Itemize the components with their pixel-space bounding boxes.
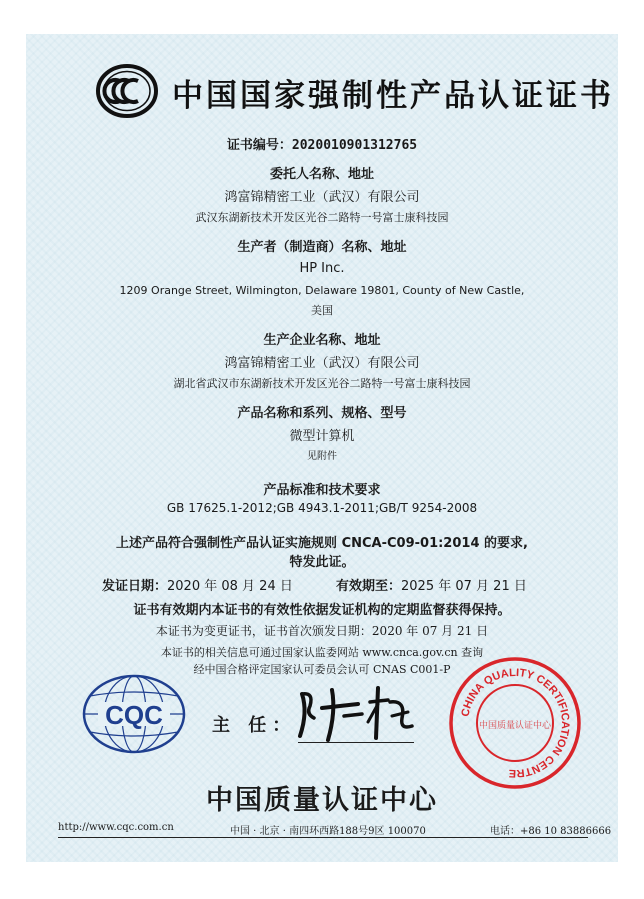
statement-line1: 上述产品符合强制性产品认证实施规则 CNCA-C09-01:2014 的要求, — [116, 536, 528, 551]
info-line2: 经中国合格评定国家认可委员会认可 CNAS C001-P — [193, 663, 451, 676]
change-note: 本证书为变更证书，证书首次颁发日期：2020 年 07 月 21 日 — [155, 624, 489, 638]
statement-line2: 特发此证。 — [289, 555, 355, 570]
director-label: 主 任： — [212, 715, 297, 736]
footer-phone: 电话：+86 10 83886666 — [490, 826, 612, 837]
ccc-mark-icon — [96, 64, 158, 118]
factory-name: 鸿富锦精密工业（武汉）有限公司 — [224, 356, 420, 371]
cqc-logo-text: CQC — [105, 700, 163, 730]
applicant-heading: 委托人名称、地址 — [269, 167, 374, 182]
certificate-title: 中国国家强制性产品认证证书 — [172, 78, 614, 114]
organization-name: 中国质量认证中心 — [206, 785, 438, 816]
product-heading: 产品名称和系列、规格、型号 — [237, 406, 407, 421]
validity-note: 证书有效期内本证书的有效性依据发证机构的定期监督获得保持。 — [133, 603, 511, 618]
director-signature — [292, 682, 422, 744]
manufacturer-address-line2: 美国 — [311, 304, 333, 317]
info-line1: 本证书的相关信息可通过国家认监委网站 www.cnca.gov.cn 查询 — [160, 646, 484, 659]
manufacturer-address-line1: 1209 Orange Street, Wilmington, Delaware 19801, County of New Castle, — [119, 284, 525, 297]
footer-address: 中国 · 北京 · 南四环西路188号9区 100070 — [230, 826, 426, 837]
applicant-address: 武汉东湖新技术开发区光谷二路特一号富士康科技园 — [195, 211, 449, 224]
factory-heading: 生产企业名称、地址 — [263, 333, 381, 348]
footer-divider — [58, 837, 588, 838]
valid-until: 有效期至：2025 年 07 月 21 日 — [336, 579, 527, 594]
seal-outer-text: CHINA QUALITY CERTIFICATION CENTRE — [459, 666, 572, 780]
certificate-number: 证书编号：2020010901312765 — [226, 138, 418, 153]
standards-heading: 产品标准和技术要求 — [263, 483, 381, 498]
red-seal-stamp — [448, 656, 582, 790]
seal-inner-text: 中国质量认证中心 — [478, 721, 552, 731]
footer-url[interactable]: http://www.cqc.com.cn — [58, 822, 174, 833]
factory-address: 湖北省武汉市东湖新技术开发区光谷二路特一号富士康科技园 — [173, 377, 471, 390]
manufacturer-heading: 生产者（制造商）名称、地址 — [237, 240, 407, 255]
applicant-name: 鸿富锦精密工业（武汉）有限公司 — [224, 190, 420, 205]
manufacturer-name: HP Inc. — [299, 261, 345, 276]
cqc-globe-logo — [82, 674, 186, 754]
product-name: 微型计算机 — [289, 429, 355, 444]
product-note: 见附件 — [307, 451, 337, 462]
standards-value: GB 17625.1-2012;GB 4943.1-2011;GB/T 9254-2008 — [166, 501, 478, 515]
issue-date: 发证日期：2020 年 08 月 24 日 — [102, 579, 293, 594]
